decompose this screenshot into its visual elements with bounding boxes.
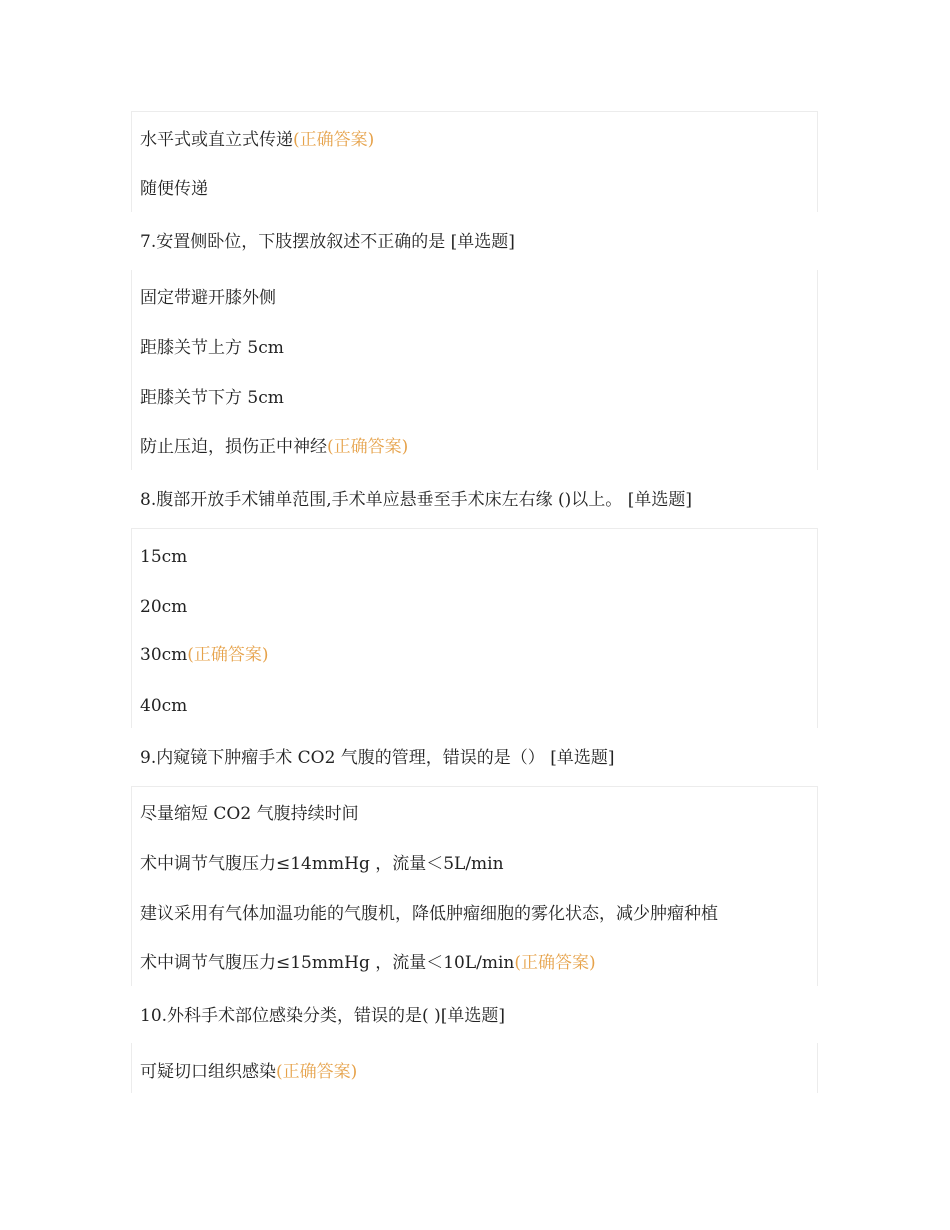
option-text: 术中调节气腹压力≤14mmHg ，流量＜5L/min [140,854,504,874]
q8-question: 8.腹部开放手术铺单范围,手术单应悬垂至手术床左右缘 ()以上。 [单选题] [140,490,692,510]
q6-options-box [131,111,818,212]
option-text: 固定带避开膝外侧 [140,288,276,308]
option-text: 随便传递 [140,179,208,199]
q8-option-3 [140,644,269,666]
q8-options-box [131,528,818,728]
q7-option-3 [140,387,284,409]
q9-question: 9.内窥镜下肿瘤手术 CO2 气腹的管理，错误的是（） [单选题] [140,748,615,768]
q6-option-2 [140,178,208,200]
q7-option-1 [140,287,276,309]
correct-answer-marker: (正确答案) [276,1062,358,1082]
option-text: 距膝关节上方 5cm [140,338,284,358]
correct-answer-marker: (正确答案) [187,645,269,665]
option-text: 术中调节气腹压力≤15mmHg ，流量＜10L/min [140,953,515,973]
q8-option-1 [140,546,187,568]
option-text: 可疑切口组织感染 [140,1062,276,1082]
q9-option-3 [140,903,718,925]
q7-question: 7.安置侧卧位，下肢摆放叙述不正确的是 [单选题] [140,232,515,252]
q7-option-2 [140,337,284,359]
option-text: 40cm [140,696,188,716]
q9-option-1 [140,803,359,825]
q9-option-2 [140,853,504,875]
correct-answer-marker: (正确答案) [514,953,596,973]
option-text: 水平式或直立式传递 [140,130,293,150]
option-text: 30cm [140,645,188,665]
q10-question: 10.外科手术部位感染分类，错误的是( )[单选题] [140,1006,505,1026]
q7-option-4 [140,436,408,458]
q8-option-4 [140,695,187,717]
option-text: 距膝关节下方 5cm [140,388,284,408]
option-text: 20cm [140,597,188,617]
option-text: 15cm [140,547,188,567]
q6-option-1 [140,129,374,151]
correct-answer-marker: (正确答案) [293,130,375,150]
q10-option-1 [140,1061,357,1083]
q9-option-4 [140,952,596,974]
option-text: 建议采用有气体加温功能的气腹机，降低肿瘤细胞的雾化状态，减少肿瘤种植 [140,904,718,924]
option-text: 尽量缩短 CO2 气腹持续时间 [140,804,359,824]
correct-answer-marker: (正确答案) [327,437,409,457]
q8-option-2 [140,596,187,618]
option-text: 防止压迫，损伤正中神经 [140,437,327,457]
